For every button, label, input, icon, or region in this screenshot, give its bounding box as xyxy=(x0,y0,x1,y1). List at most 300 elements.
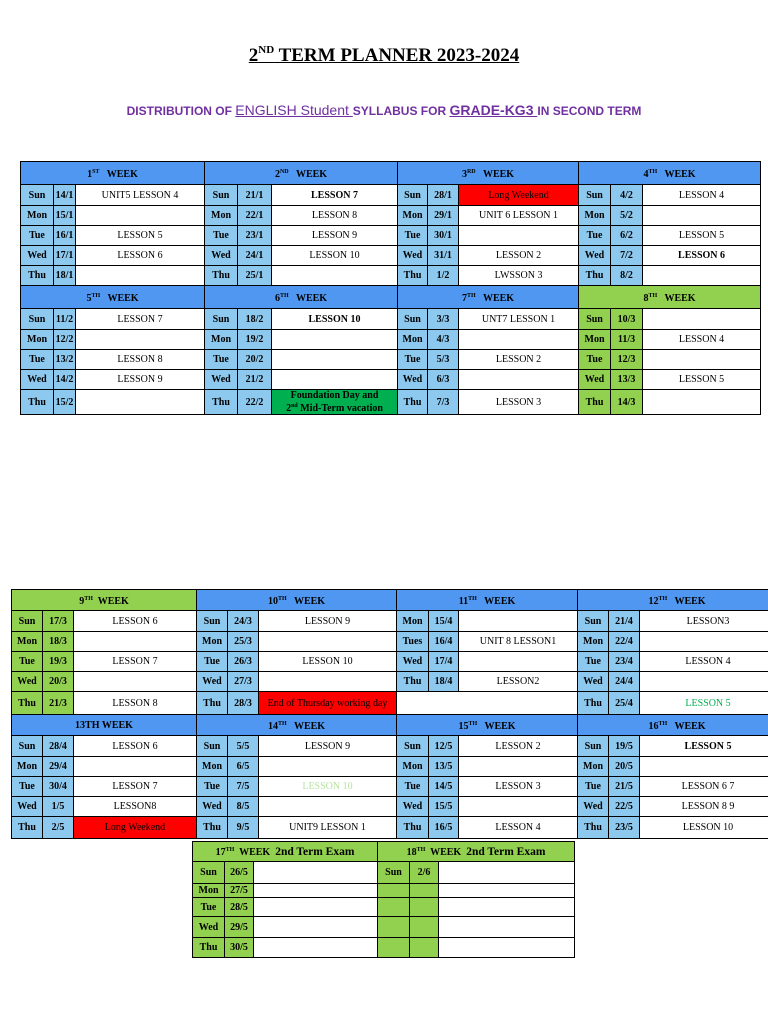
day-cell: Mon xyxy=(21,206,54,226)
table-row xyxy=(193,884,575,898)
lesson-cell: LESSON 5 xyxy=(643,226,761,246)
lesson-cell xyxy=(640,632,768,652)
date-cell: 7/2 xyxy=(611,246,643,266)
planner-table-weeks-9-16 xyxy=(11,589,768,839)
date-cell: 5/2 xyxy=(611,206,643,226)
day-cell: Mon xyxy=(579,330,611,350)
day-cell: Wed xyxy=(205,246,238,266)
day-cell: Thu xyxy=(579,266,611,286)
table-row xyxy=(12,736,768,757)
lesson-cell: LESSON 7 xyxy=(74,652,197,672)
date-cell: 28/1 xyxy=(428,185,459,206)
table-row xyxy=(21,266,761,286)
table-row xyxy=(21,226,761,246)
lesson-cell xyxy=(643,350,761,370)
day-cell xyxy=(378,938,410,958)
day-cell: Sun xyxy=(398,309,428,330)
date-cell: 21/3 xyxy=(43,692,74,715)
day-cell: Mon xyxy=(578,757,609,777)
lesson-cell xyxy=(272,266,398,286)
lesson-cell: LESSON 8 xyxy=(272,206,398,226)
date-cell xyxy=(410,938,439,958)
date-cell: 28/5 xyxy=(225,898,254,917)
date-cell: 25/1 xyxy=(238,266,272,286)
date-cell: 2/6 xyxy=(410,862,439,884)
lesson-cell xyxy=(459,611,578,632)
day-cell: Tue xyxy=(205,350,238,370)
day-cell: Tue xyxy=(205,226,238,246)
day-cell: Wed xyxy=(21,246,54,266)
day-cell: Sun xyxy=(378,862,410,884)
lesson-cell xyxy=(254,898,378,917)
date-cell xyxy=(410,884,439,898)
lesson-cell: LESSON 10 xyxy=(259,652,397,672)
lesson-cell xyxy=(459,370,579,390)
date-cell xyxy=(410,898,439,917)
week-header-2: 2ND WEEK xyxy=(205,162,398,185)
date-cell: 29/5 xyxy=(225,917,254,938)
day-cell xyxy=(378,898,410,917)
date-cell: 16/5 xyxy=(429,817,459,839)
day-cell: Tue xyxy=(397,777,429,797)
lesson-cell xyxy=(259,672,397,692)
day-cell: Sun xyxy=(397,736,429,757)
day-cell: Thu xyxy=(398,390,428,415)
table-row xyxy=(21,206,761,226)
lesson-cell: LESSON 6 xyxy=(74,736,197,757)
day-cell: Tue xyxy=(579,350,611,370)
date-cell: 15/1 xyxy=(54,206,76,226)
date-cell: 10/3 xyxy=(611,309,643,330)
table-row xyxy=(21,309,761,330)
day-cell: Sun xyxy=(21,309,54,330)
lesson-cell xyxy=(439,862,575,884)
table-row xyxy=(12,611,768,632)
day-cell: Thu xyxy=(398,266,428,286)
lesson-cell: LESSON 3 xyxy=(459,777,578,797)
date-cell: 24/3 xyxy=(228,611,259,632)
end-of-thursday-cell: End of Thursday working day xyxy=(259,692,397,715)
date-cell: 19/5 xyxy=(609,736,640,757)
date-cell: 15/4 xyxy=(429,611,459,632)
date-cell: 18/3 xyxy=(43,632,74,652)
table-row xyxy=(12,672,768,692)
day-cell: Wed xyxy=(397,797,429,817)
lesson-cell: LESSON2 xyxy=(459,672,578,692)
day-cell: Thu xyxy=(205,390,238,415)
lesson-cell: LESSON 10 xyxy=(640,817,768,839)
date-cell: 30/4 xyxy=(43,777,74,797)
week-header-6: 6TH WEEK xyxy=(205,286,398,309)
date-cell: 5/5 xyxy=(228,736,259,757)
day-cell: Wed xyxy=(193,917,225,938)
day-cell: Sun xyxy=(205,309,238,330)
date-cell: 24/1 xyxy=(238,246,272,266)
lesson-cell xyxy=(640,672,768,692)
lesson-cell: LWSSON 3 xyxy=(459,266,579,286)
lesson-cell xyxy=(459,652,578,672)
day-cell: Sun xyxy=(193,862,225,884)
date-cell: 4/2 xyxy=(611,185,643,206)
week-header-10: 10TH WEEK xyxy=(197,590,397,611)
date-cell: 3/3 xyxy=(428,309,459,330)
date-cell: 23/1 xyxy=(238,226,272,246)
date-cell: 12/3 xyxy=(611,350,643,370)
day-cell: Tue xyxy=(578,652,609,672)
date-cell: 15/2 xyxy=(54,390,76,415)
lesson-cell xyxy=(254,917,378,938)
table-row xyxy=(12,797,768,817)
date-cell: 26/5 xyxy=(225,862,254,884)
date-cell: 22/4 xyxy=(609,632,640,652)
lesson-cell: LESSON 5 xyxy=(76,226,205,246)
date-cell: 16/4 xyxy=(429,632,459,652)
lesson-cell xyxy=(439,938,575,958)
date-cell: 13/2 xyxy=(54,350,76,370)
day-cell: Thu xyxy=(197,692,228,715)
day-cell: Thu xyxy=(12,692,43,715)
date-cell xyxy=(410,917,439,938)
lesson-cell: LESSON 10 xyxy=(259,777,397,797)
lesson-cell xyxy=(439,884,575,898)
lesson-cell: LESSON 9 xyxy=(76,370,205,390)
lesson-cell: LESSON 4 xyxy=(643,185,761,206)
date-cell: 28/3 xyxy=(228,692,259,715)
table-row xyxy=(21,390,761,415)
lesson-cell xyxy=(643,266,761,286)
day-cell: Thu xyxy=(193,938,225,958)
empty-cell xyxy=(397,692,578,715)
lesson-cell xyxy=(459,226,579,246)
planner-table-exam-weeks xyxy=(192,841,575,958)
day-cell: Tue xyxy=(12,777,43,797)
lesson-cell xyxy=(259,757,397,777)
day-cell: Sun xyxy=(578,736,609,757)
lesson-cell: LESSON 5 xyxy=(640,692,768,715)
lesson-cell xyxy=(643,390,761,415)
lesson-cell: LESSON 7 xyxy=(76,309,205,330)
lesson-cell xyxy=(272,370,398,390)
table-row xyxy=(21,370,761,390)
day-cell: Sun xyxy=(579,185,611,206)
day-cell: Thu xyxy=(397,672,429,692)
lesson-cell: LESSON 6 xyxy=(76,246,205,266)
date-cell: 2/5 xyxy=(43,817,74,839)
day-cell: Tue xyxy=(578,777,609,797)
lesson-cell xyxy=(76,390,205,415)
day-cell: Mon xyxy=(197,757,228,777)
table-row xyxy=(12,777,768,797)
lesson-cell: LESSON 7 xyxy=(272,185,398,206)
date-cell: 11/3 xyxy=(611,330,643,350)
lesson-cell: LESSON 10 xyxy=(272,309,398,330)
day-cell: Tue xyxy=(193,898,225,917)
day-cell: Mon xyxy=(12,757,43,777)
day-cell: Mon xyxy=(12,632,43,652)
lesson-cell: LESSON 8 xyxy=(76,350,205,370)
day-cell: Thu xyxy=(397,817,429,839)
page-title: 2ND TERM PLANNER 2023-2024 xyxy=(248,44,520,66)
day-cell: Mon xyxy=(193,884,225,898)
day-cell: Tue xyxy=(21,350,54,370)
lesson-cell: LESSON8 xyxy=(74,797,197,817)
day-cell: Tue xyxy=(398,350,428,370)
day-cell: Wed xyxy=(397,652,429,672)
lesson-cell: LESSON 9 xyxy=(259,736,397,757)
day-cell xyxy=(378,917,410,938)
lesson-cell: LESSON 6 7 xyxy=(640,777,768,797)
day-cell: Thu xyxy=(578,817,609,839)
date-cell: 7/3 xyxy=(428,390,459,415)
date-cell: 6/3 xyxy=(428,370,459,390)
day-cell: Tue xyxy=(197,777,228,797)
week-header-15: 15TH WEEK xyxy=(397,715,578,736)
date-cell: 14/5 xyxy=(429,777,459,797)
date-cell: 22/1 xyxy=(238,206,272,226)
lesson-cell: LESSON 6 xyxy=(74,611,197,632)
lesson-cell xyxy=(74,672,197,692)
foundation-day-cell: Foundation Day and 2nd Mid-Term vacation xyxy=(272,390,398,415)
date-cell: 29/4 xyxy=(43,757,74,777)
date-cell: 6/2 xyxy=(611,226,643,246)
date-cell: 17/4 xyxy=(429,652,459,672)
date-cell: 22/5 xyxy=(609,797,640,817)
lesson-cell xyxy=(74,632,197,652)
lesson-cell: LESSON3 xyxy=(640,611,768,632)
week-header-4: 4TH WEEK xyxy=(579,162,761,185)
day-cell: Wed xyxy=(197,672,228,692)
date-cell: 27/3 xyxy=(228,672,259,692)
day-cell: Mon xyxy=(397,611,429,632)
week-header-7: 7TH WEEK xyxy=(398,286,579,309)
day-cell: Sun xyxy=(197,736,228,757)
date-cell: 9/5 xyxy=(228,817,259,839)
long-weekend-cell: Long Weekend xyxy=(459,185,579,206)
table-row xyxy=(193,938,575,958)
date-cell: 1/5 xyxy=(43,797,74,817)
table-row xyxy=(193,862,575,884)
lesson-cell: LESSON 4 xyxy=(459,817,578,839)
day-cell: Mon xyxy=(205,330,238,350)
day-cell: Mon xyxy=(197,632,228,652)
date-cell: 30/5 xyxy=(225,938,254,958)
lesson-cell: UNIT 8 LESSON1 xyxy=(459,632,578,652)
day-cell: Sun xyxy=(578,611,609,632)
day-cell: Mon xyxy=(397,757,429,777)
table-row xyxy=(12,692,768,715)
week-header-9: 9TH WEEK xyxy=(12,590,197,611)
week-header-5: 5TH WEEK xyxy=(21,286,205,309)
date-cell: 15/5 xyxy=(429,797,459,817)
day-cell: Wed xyxy=(398,246,428,266)
lesson-cell: LESSON 5 xyxy=(643,370,761,390)
day-cell: Thu xyxy=(578,692,609,715)
day-cell: Sun xyxy=(12,611,43,632)
lesson-cell xyxy=(76,330,205,350)
lesson-cell: LESSON 7 xyxy=(74,777,197,797)
week-header-3: 3RD WEEK xyxy=(398,162,579,185)
lesson-cell: LESSON 6 xyxy=(643,246,761,266)
lesson-cell: LESSON 8 xyxy=(74,692,197,715)
table-row xyxy=(12,757,768,777)
date-cell: 18/1 xyxy=(54,266,76,286)
date-cell: 13/5 xyxy=(429,757,459,777)
date-cell: 18/4 xyxy=(429,672,459,692)
lesson-cell: LESSON 10 xyxy=(272,246,398,266)
date-cell: 25/4 xyxy=(609,692,640,715)
date-cell: 19/3 xyxy=(43,652,74,672)
week-header-11: 11TH WEEK xyxy=(397,590,578,611)
planner-table-weeks-1-8 xyxy=(20,161,761,415)
date-cell: 8/5 xyxy=(228,797,259,817)
lesson-cell xyxy=(459,330,579,350)
lesson-cell xyxy=(254,938,378,958)
date-cell: 29/1 xyxy=(428,206,459,226)
lesson-cell xyxy=(259,632,397,652)
date-cell: 31/1 xyxy=(428,246,459,266)
day-cell: Tue xyxy=(21,226,54,246)
day-cell: Wed xyxy=(579,370,611,390)
date-cell: 19/2 xyxy=(238,330,272,350)
lesson-cell: UNIT5 LESSON 4 xyxy=(76,185,205,206)
lesson-cell: LESSON 5 xyxy=(640,736,768,757)
date-cell: 21/4 xyxy=(609,611,640,632)
day-cell: Thu xyxy=(197,817,228,839)
day-cell: Thu xyxy=(579,390,611,415)
day-cell: Thu xyxy=(205,266,238,286)
lesson-cell xyxy=(272,330,398,350)
day-cell: Thu xyxy=(12,817,43,839)
table-row xyxy=(21,350,761,370)
day-cell: Wed xyxy=(197,797,228,817)
date-cell: 21/5 xyxy=(609,777,640,797)
table-row xyxy=(193,898,575,917)
day-cell xyxy=(378,884,410,898)
lesson-cell xyxy=(640,757,768,777)
date-cell: 16/1 xyxy=(54,226,76,246)
lesson-cell xyxy=(459,797,578,817)
date-cell: 17/1 xyxy=(54,246,76,266)
day-cell: Thu xyxy=(21,266,54,286)
lesson-cell xyxy=(459,757,578,777)
date-cell: 22/2 xyxy=(238,390,272,415)
lesson-cell: LESSON 4 xyxy=(640,652,768,672)
day-cell: Wed xyxy=(12,672,43,692)
date-cell: 21/1 xyxy=(238,185,272,206)
table-row xyxy=(21,185,761,206)
day-cell: Sun xyxy=(205,185,238,206)
lesson-cell xyxy=(259,797,397,817)
date-cell: 27/5 xyxy=(225,884,254,898)
lesson-cell: LESSON 9 xyxy=(272,226,398,246)
lesson-cell: LESSON 2 xyxy=(459,246,579,266)
day-cell: Mon xyxy=(21,330,54,350)
date-cell: 7/5 xyxy=(228,777,259,797)
lesson-cell: UNIT9 LESSON 1 xyxy=(259,817,397,839)
week-header-13: 13TH WEEK xyxy=(12,715,197,736)
lesson-cell: LESSON 9 xyxy=(259,611,397,632)
date-cell: 14/1 xyxy=(54,185,76,206)
day-cell: Mon xyxy=(579,206,611,226)
lesson-cell xyxy=(272,350,398,370)
lesson-cell xyxy=(76,206,205,226)
date-cell: 11/2 xyxy=(54,309,76,330)
lesson-cell: LESSON 3 xyxy=(459,390,579,415)
week-header-16: 16TH WEEK xyxy=(578,715,768,736)
date-cell: 20/5 xyxy=(609,757,640,777)
lesson-cell xyxy=(254,862,378,884)
day-cell: Sun xyxy=(579,309,611,330)
week-header-17: 17TH WEEK 2nd Term Exam xyxy=(193,842,378,862)
date-cell: 26/3 xyxy=(228,652,259,672)
day-cell: Sun xyxy=(21,185,54,206)
day-cell: Tue xyxy=(579,226,611,246)
week-header-8: 8TH WEEK xyxy=(579,286,761,309)
day-cell: Wed xyxy=(579,246,611,266)
date-cell: 12/2 xyxy=(54,330,76,350)
long-weekend-cell: Long Weekend xyxy=(74,817,197,839)
table-row xyxy=(12,817,768,839)
day-cell: Sun xyxy=(197,611,228,632)
day-cell: Wed xyxy=(205,370,238,390)
lesson-cell: LESSON 8 9 xyxy=(640,797,768,817)
day-cell: Wed xyxy=(12,797,43,817)
day-cell: Mon xyxy=(398,330,428,350)
week-header-18: 18TH WEEK 2nd Term Exam xyxy=(378,842,575,862)
day-cell: Thu xyxy=(21,390,54,415)
date-cell: 12/5 xyxy=(429,736,459,757)
date-cell: 28/4 xyxy=(43,736,74,757)
date-cell: 14/2 xyxy=(54,370,76,390)
lesson-cell xyxy=(74,757,197,777)
lesson-cell: LESSON 4 xyxy=(643,330,761,350)
lesson-cell: LESSON 2 xyxy=(459,350,579,370)
day-cell: Sun xyxy=(398,185,428,206)
date-cell: 14/3 xyxy=(611,390,643,415)
week-header-12: 12TH WEEK xyxy=(578,590,768,611)
table-row xyxy=(12,652,768,672)
day-cell: Wed xyxy=(578,672,609,692)
week-header-14: 14TH WEEK xyxy=(197,715,397,736)
day-cell: Tue xyxy=(398,226,428,246)
date-cell: 25/3 xyxy=(228,632,259,652)
date-cell: 6/5 xyxy=(228,757,259,777)
date-cell: 30/1 xyxy=(428,226,459,246)
table-row xyxy=(12,632,768,652)
lesson-cell xyxy=(643,309,761,330)
day-cell: Wed xyxy=(398,370,428,390)
date-cell: 20/3 xyxy=(43,672,74,692)
day-cell: Sun xyxy=(12,736,43,757)
date-cell: 4/3 xyxy=(428,330,459,350)
date-cell: 23/5 xyxy=(609,817,640,839)
day-cell: Mon xyxy=(205,206,238,226)
date-cell: 21/2 xyxy=(238,370,272,390)
date-cell: 18/2 xyxy=(238,309,272,330)
day-cell: Wed xyxy=(578,797,609,817)
date-cell: 13/3 xyxy=(611,370,643,390)
day-cell: Mon xyxy=(398,206,428,226)
lesson-cell: UNIT 6 LESSON 1 xyxy=(459,206,579,226)
date-cell: 1/2 xyxy=(428,266,459,286)
date-cell: 17/3 xyxy=(43,611,74,632)
lesson-cell xyxy=(439,917,575,938)
lesson-cell xyxy=(254,884,378,898)
date-cell: 5/3 xyxy=(428,350,459,370)
page-subtitle: DISTRIBUTION OF ENGLISH Student SYLLABUS FOR GRADE-KG3 IN SECOND TERM xyxy=(126,102,642,118)
week-header-1: 1ST WEEK xyxy=(21,162,205,185)
date-cell: 20/2 xyxy=(238,350,272,370)
